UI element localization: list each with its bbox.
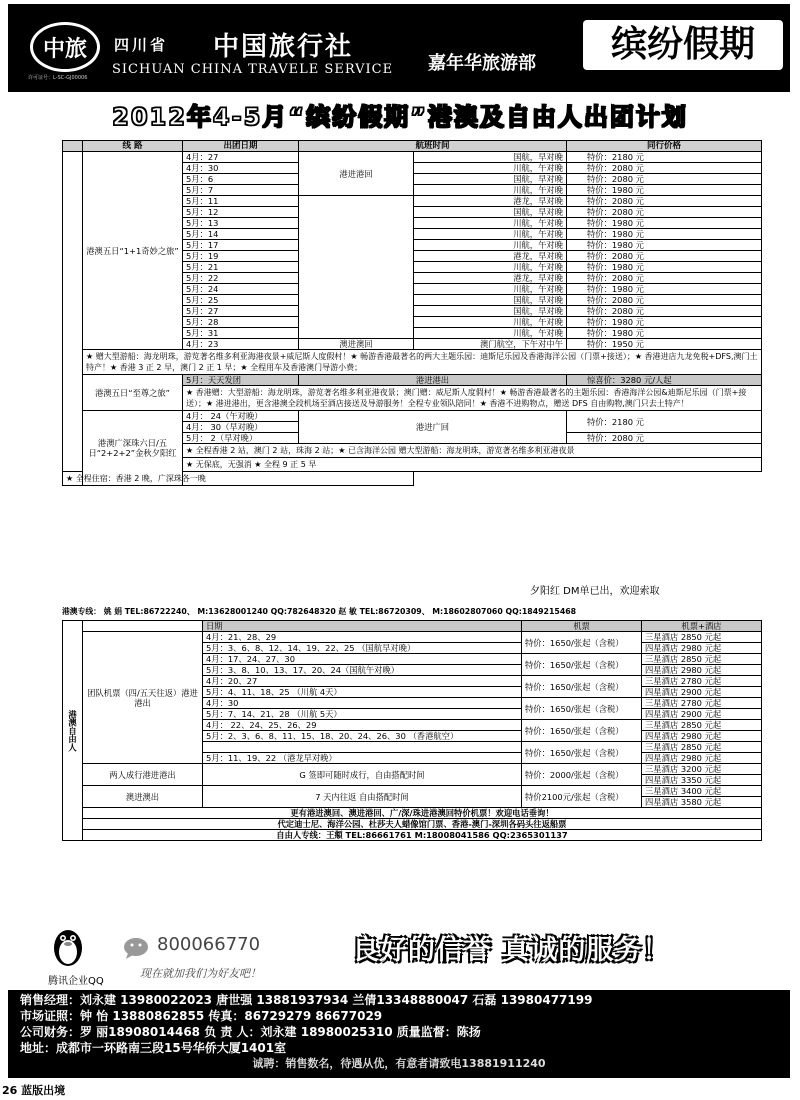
tour-table — [62, 140, 762, 486]
flight-cell: 港龙，早对晚 — [414, 196, 567, 207]
price-cell: 特价：1950 元 — [567, 339, 762, 350]
date-cell: 5月：11 — [183, 196, 299, 207]
price-cell: 特价：1980 元 — [567, 317, 762, 328]
flight-cell: 川航，午对晚 — [414, 240, 567, 251]
qq-number: 800066770 — [157, 934, 261, 955]
footer-sales: 销售经理：刘永建 13980022023 唐世强 13881937934 兰倩13348880047 石磊 13980477199 — [20, 993, 593, 1007]
page-title: 2012年4-5月“缤纷假期”港澳及自由人出团计划 — [30, 98, 770, 136]
group-ticket-label: 团队机票（四/五天往返）港进港出 — [83, 632, 203, 764]
date-cell: 4月：30 — [183, 163, 299, 174]
free-hotel-3star: 三星酒店 2850 元起 — [642, 720, 762, 731]
date-cell: 4月：27 — [183, 152, 299, 163]
date-cell: 5月：14 — [183, 229, 299, 240]
flight-cell: 川航，午对晚 — [414, 218, 567, 229]
date-cell: 5月：25 — [183, 295, 299, 306]
page-number: 26 蓝版出境 — [2, 1084, 66, 1097]
footer-address: 地址：成都市一环路南三段15号华侨大厦1401室 — [20, 1041, 287, 1055]
route2-price: 惊喜价：3280 元/人起 — [567, 375, 762, 386]
price-cell: 特价：2180 元 — [567, 152, 762, 163]
route1-rows — [63, 152, 762, 486]
flight-route-cell: 澳进澳回 — [299, 339, 414, 350]
date-cell: 4月：23 — [183, 339, 299, 350]
free-contact: 自由人专线：王頫 TEL:86661761 M:18008041586 QQ:2365301137 — [83, 830, 762, 841]
free-hotel-4star: 四星酒店 3580 元起 — [642, 797, 762, 808]
free-hotel-3star: 三星酒店 2850 元起 — [642, 654, 762, 665]
free-hotel-3star: 三星酒店 3400 元起 — [642, 786, 762, 797]
col-free-hotel: 机票+酒店 — [642, 621, 762, 632]
footer-finance: 公司财务：罗 丽18908014468 负 责 人：刘永建 18980025310 质量监督：陈扬 — [20, 1025, 481, 1039]
date-cell: 5月： 2（早对晚） — [183, 433, 299, 444]
footer-hiring: 诚聘：销售数名，待遇从优，有意者请致电13881911240 — [252, 1057, 546, 1070]
date-cell: 5月：28 — [183, 317, 299, 328]
route2-date: 5月：天天发团 — [183, 375, 299, 386]
flight-route-cell — [299, 196, 414, 339]
macau-label: 澳进澳出 — [83, 786, 203, 808]
price-cell: 特价：2080 元 — [567, 174, 762, 185]
contact-line-1: 港澳专线： 姚 娟 TEL:86722240、 M:13628001240 QQ:782648320 赵 敏 TEL:86720309、 M:18602807060 QQ:1849215468 — [62, 607, 577, 616]
dm-notice: 夕阳红 DM单已出，欢迎索取 — [530, 582, 660, 597]
price-cell: 特价：1980 元 — [567, 229, 762, 240]
free-hotel-4star: 四星酒店 2900 元起 — [642, 687, 762, 698]
chat-bubble-icon — [122, 936, 150, 960]
flight-cell: 川航，午对晚 — [414, 229, 567, 240]
date-cell: 5月：27 — [183, 306, 299, 317]
price-cell: 特价：2180 元 — [567, 411, 762, 433]
col-free-date: 日期 — [203, 621, 522, 632]
free-hotel-3star: 三星酒店 2850 元起 — [642, 742, 762, 753]
free-hotel-4star: 四星酒店 2900 元起 — [642, 709, 762, 720]
price-cell: 特价：2080 元 — [567, 251, 762, 262]
flight-cell: 川航，午对晚 — [414, 185, 567, 196]
date-cell: 5月：12 — [183, 207, 299, 218]
free-ticket-price: 特价：1650/张起（含税） — [522, 742, 642, 764]
date-cell: 5月：19 — [183, 251, 299, 262]
date-cell: 5月：13 — [183, 218, 299, 229]
free-date-line: 4月：30 — [203, 698, 522, 709]
route3-note2: ★ 无保底，无强消 ★ 全程 9 正 5 早 — [183, 458, 762, 472]
col-free-ticket: 机票 — [522, 621, 642, 632]
footer-contacts — [8, 990, 790, 1078]
free-ticket-price: 特价：1650/张起（含税） — [522, 632, 642, 654]
date-cell: 4月： 30（早对晚） — [183, 422, 299, 433]
qq-penguin-icon — [48, 922, 88, 972]
free-date-line: 5月：3、6、8、12、14、19、22、25 （国航早对晚） — [203, 643, 522, 654]
free-date-line: 5月：3、8、10、13、17、20、24（国航午对晚） — [203, 665, 522, 676]
free-date-line — [203, 742, 522, 753]
route2-name: 港澳五日“至尊之旅” — [83, 375, 183, 411]
free-side-label: 港澳自由人 — [63, 621, 83, 841]
price-cell: 特价：2080 元 — [567, 433, 762, 444]
flight-cell: 川航，午对晚 — [414, 163, 567, 174]
price-cell: 特价：1980 元 — [567, 328, 762, 339]
free-date-line: G 签即可随时成行，自由搭配时间 — [203, 764, 522, 786]
free-table — [62, 620, 762, 841]
two-person-label: 两人成行港进港出 — [83, 764, 203, 786]
free-date-line: 4月：17、24、27、30 — [203, 654, 522, 665]
qq-label: 腾讯企业QQ — [48, 976, 104, 987]
slogan: 良好的信誉 真诚的服务！ — [352, 935, 671, 966]
footer-market: 市场证照：钟 怡 13880862855 传真：86729279 86677029 — [20, 1009, 383, 1023]
free-hotel-4star: 四星酒店 2980 元起 — [642, 643, 762, 654]
free-ticket-price: 特价：1650/张起（含税） — [522, 676, 642, 698]
free-hotel-4star: 四星酒店 2980 元起 — [642, 731, 762, 742]
free-more-note: 更有港进澳回、澳进港回、广/深/珠进港澳回特价机票！欢迎电话垂询！ — [83, 808, 762, 819]
flight-cell: 国航，早对晚 — [414, 174, 567, 185]
price-cell: 特价：2080 元 — [567, 295, 762, 306]
flight-cell: 澳门航空，下午对中午 — [414, 339, 567, 350]
col-price: 同行价格 — [567, 141, 762, 152]
free-hotel-3star: 三星酒店 2780 元起 — [642, 676, 762, 687]
route3-flight: 港进广回 — [299, 411, 567, 444]
brand-title: 缤纷假期 — [583, 20, 783, 70]
date-cell: 5月：31 — [183, 328, 299, 339]
free-date-line: 5月：2、3、6、8、11、15、18、20、24、26、30 （香港航空） — [203, 731, 522, 742]
price-cell: 特价：1980 元 — [567, 185, 762, 196]
free-date-line: 4月： 22、24、25、26、29 — [203, 720, 522, 731]
price-cell: 特价：2080 元 — [567, 196, 762, 207]
license-number: 许可证号：L-SC-GJ00006 — [28, 75, 88, 81]
col-date: 出团日期 — [183, 141, 299, 152]
price-cell: 特价：2080 元 — [567, 306, 762, 317]
price-cell: 特价：2080 元 — [567, 207, 762, 218]
free-ticket-price: 特价：1650/张起（含税） — [522, 654, 642, 676]
free-ticket-price: 特价：1650/张起（含税） — [522, 720, 642, 742]
route2-flight: 港进港出 — [299, 375, 567, 386]
free-hotel-3star: 三星酒店 2850 元起 — [642, 632, 762, 643]
department: 嘉年华旅游部 — [428, 53, 536, 74]
free-hotel-4star: 四星酒店 3350 元起 — [642, 775, 762, 786]
date-cell: 5月：7 — [183, 185, 299, 196]
price-cell: 特价：1980 元 — [567, 262, 762, 273]
route1-name: 港澳五日“1+1奇妙之旅” — [83, 152, 183, 350]
company-english: SICHUAN CHINA TRAVELE SERVICE — [112, 62, 394, 77]
date-cell: 5月：22 — [183, 273, 299, 284]
flight-cell: 国航，早对晚 — [414, 152, 567, 163]
date-cell: 5月：21 — [183, 262, 299, 273]
table-row — [63, 152, 762, 163]
free-ticket-price: 特价：1650/张起（含税） — [522, 698, 642, 720]
date-cell: 5月：17 — [183, 240, 299, 251]
date-cell: 5月：6 — [183, 174, 299, 185]
route3-name: 港澳广深珠六日/五日“2+2+2”金秋夕阳红 — [83, 411, 183, 486]
province: 四川省 — [114, 36, 169, 54]
col-flight: 航班时间 — [299, 141, 567, 152]
date-cell: 5月：24 — [183, 284, 299, 295]
flight-cell: 川航，午对晚 — [414, 317, 567, 328]
free-hotel-3star: 三星酒店 2780 元起 — [642, 698, 762, 709]
date-cell: 4月： 24（午对晚） — [183, 411, 299, 422]
free-date-line: 4月：21、28、29 — [203, 632, 522, 643]
company-name: 中国旅行社 — [213, 32, 354, 62]
flight-cell: 国航，早对晚 — [414, 295, 567, 306]
cts-logo: 中旅 — [30, 22, 100, 72]
free-date-line: 5月：7、14、21、28 （川航 5天） — [203, 709, 522, 720]
route3-note3: ★ 全程住宿：香港 2 晚，广深珠各一晚 — [63, 472, 414, 486]
flight-cell: 港龙，早对晚 — [414, 251, 567, 262]
price-cell: 特价：1980 元 — [567, 284, 762, 295]
free-hotel-4star: 四星酒店 2980 元起 — [642, 753, 762, 764]
price-cell: 特价：2080 元 — [567, 273, 762, 284]
route2-note: ★ 香港赠：大型游船：海龙明珠，游览著名维多利亚港夜景；澳门赠：威尼斯人度假村！★ 畅游香港最著名的主题乐园：香港海洋公园&迪斯尼乐园（门票+接送）；★ 港进港出，更含港澳全段机场至酒店接送及导游服务！全程专业领队陪同！★ 香港不进购物点，赠送 DFS 自由购物,澳门只去土特产！ — [183, 386, 762, 411]
flight-cell: 国航，早对晚 — [414, 207, 567, 218]
col-route: 线 路 — [83, 141, 183, 152]
free-ticket-price: 特价2100元/张起（含税） — [522, 786, 642, 808]
header-banner — [8, 4, 790, 92]
free-date-line: 7 天内往返 自由搭配时间 — [203, 786, 522, 808]
price-cell: 特价：1980 元 — [567, 240, 762, 251]
free-agency-note: 代定迪士尼、海洋公园、杜莎夫人蜡像馆门票、香港-澳门-深圳各码头往返船票 — [83, 819, 762, 830]
free-date-line: 4月：20、27 — [203, 676, 522, 687]
free-date-line: 5月：4、11、18、25 （川航 4天） — [203, 687, 522, 698]
free-date-line: 5月：11、19、22 （港龙早对晚） — [203, 753, 522, 764]
route3-note1: ★ 全程香港 2 站，澳门 2 站，珠海 2 站；★ 已含海洋公园 赠大型游船：海龙明珠，游览著名维多利亚港夜景 — [183, 444, 762, 458]
free-ticket-price: 特价：2000/张起（含税） — [522, 764, 642, 786]
free-hotel-4star: 四星酒店 2980 元起 — [642, 665, 762, 676]
qq-sub: 现在就加我们为好友吧！ — [140, 967, 261, 980]
price-cell: 特价：1980 元 — [567, 218, 762, 229]
flight-cell: 川航，午对晚 — [414, 262, 567, 273]
side-blank — [63, 152, 83, 472]
flight-route-cell: 港进港回 — [299, 152, 414, 196]
route1-note: ★ 赠大型游船：海龙明珠，游览著名维多利亚海港夜景+威尼斯人度假村！★ 畅游香港最著名的两大主题乐园：迪斯尼乐园及香港海洋公园（门票+接送）；★ 香港进店九龙免税+DFS,澳门土特产！★ 香港 3 正 2 早，澳门 2 正 1 早；★ 全程用车及香港澳门导游小费； — [83, 350, 762, 375]
flight-cell: 川航，午对晚 — [414, 284, 567, 295]
flight-cell: 国航，早对晚 — [414, 306, 567, 317]
flight-cell: 港龙，早对晚 — [414, 273, 567, 284]
flight-cell: 川航，午对晚 — [414, 328, 567, 339]
free-hotel-3star: 三星酒店 3200 元起 — [642, 764, 762, 775]
price-cell: 特价：2080 元 — [567, 163, 762, 174]
